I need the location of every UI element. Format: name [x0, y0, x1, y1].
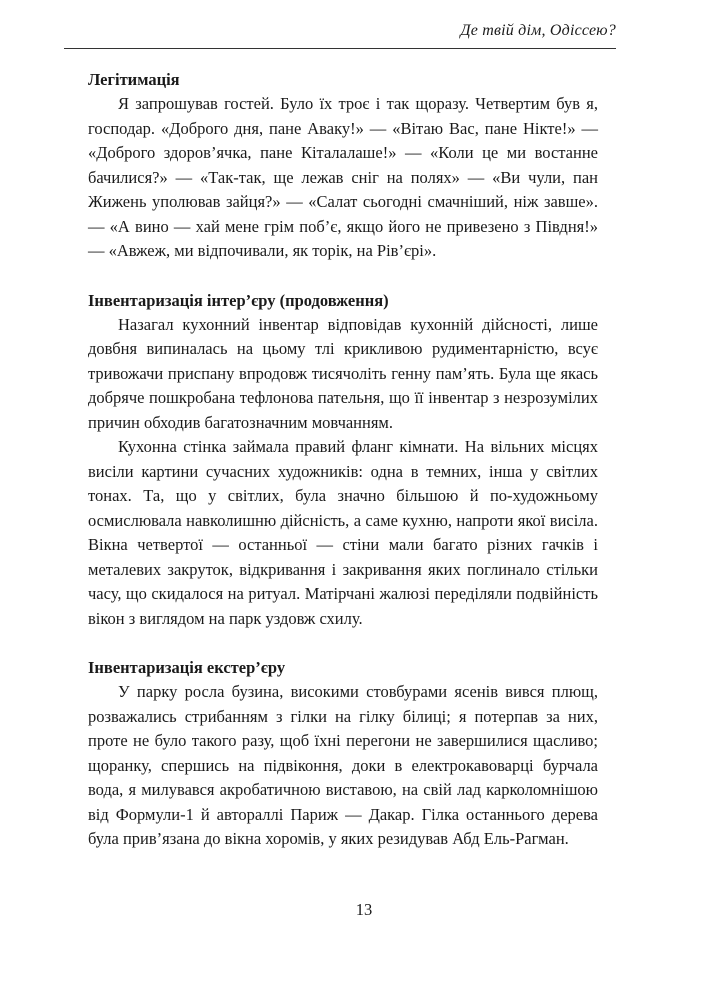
page-number: 13 — [355, 900, 373, 919]
page-body — [88, 68, 598, 852]
paragraph: Кухонна стінка займала правий фланг кімнати. На вільних місцях висіли картини сучасних художників: одна в темних, інша у світлих тонах. Та, що у світлих, була значно більшою й по-художньому осмислювала навколишню дійсність, а саме кухню, напроти якої висіла. Вікна четвертої — останньої — стіни мали багато різних гачків і металевих закруток, відкривання і закривання яких поглинало стільки часу, що скидалося на ритуал. Матірчані жалюзі переділяли подвійність вікон з виглядом на парк уздовж схилу. — [88, 437, 598, 628]
running-title: Де твій дім, Одіссею? — [460, 22, 616, 39]
section-gap — [88, 264, 598, 289]
running-header — [64, 22, 616, 49]
section-title-exterior-inventory: Інвентаризація екстер’єру — [88, 658, 286, 677]
paragraph: Я запрошував гостей. Було їх троє і так щоразу. Четвертим був я, господар. «Доброго дня, пане Аваку!» — «Вітаю Вас, пане Нікте!» — «Доброго здоров’ячка, пане Кіталалаше!» — «Коли це ми востанне бачилися?» — «Так-так, ще лежав сніг на полях» — «Ви чули, пан Жижень уполював зайця?» — «Салат сьогодні смачніший, ніж завше». — «А вино — хай мене грім поб’є, якщо його не привезено з Півдня!» — «Авжеж, ми відпочивали, як торік, на Рів’єрі». — [88, 94, 598, 260]
paragraph: Назагал кухонний інвентар відповідав кухонній дійсності, лише довбня випиналась на цьому тлі крикливою рудиментарністю, всує тривожачи приспану впродовж тисячоліть генну пам’ять. Була ще якась добряче пошкробана тефлонова пательня, що її інвентар з незрозумілих причин обходив багатозначним мовчанням. — [88, 314, 598, 432]
paragraph: У парку росла бузина, високими стовбурами ясенів вився плющ, розважались стрибанням з гілки на гілку білиці; я потерпав за них, проте не було такого разу, щоб їхні перегони не завершилися щасливо; щоранку, спершись на підвіконня, доки в електрокавоварці бурчала вода, я милувався акробатичною виставою, на свій лад карколомнішою від Формули-1 й автораллі Париж — Дакар. Гілка останнього дерева була прив’язана до вікна хоромів, у яких резидував Абд Ель-Рагман. — [88, 682, 598, 848]
section-title-legitimation: Легітимація — [88, 70, 180, 89]
section-title-interior-inventory: Інвентаризація інтер’єру (продовження) — [88, 290, 389, 310]
section-gap — [88, 631, 598, 656]
